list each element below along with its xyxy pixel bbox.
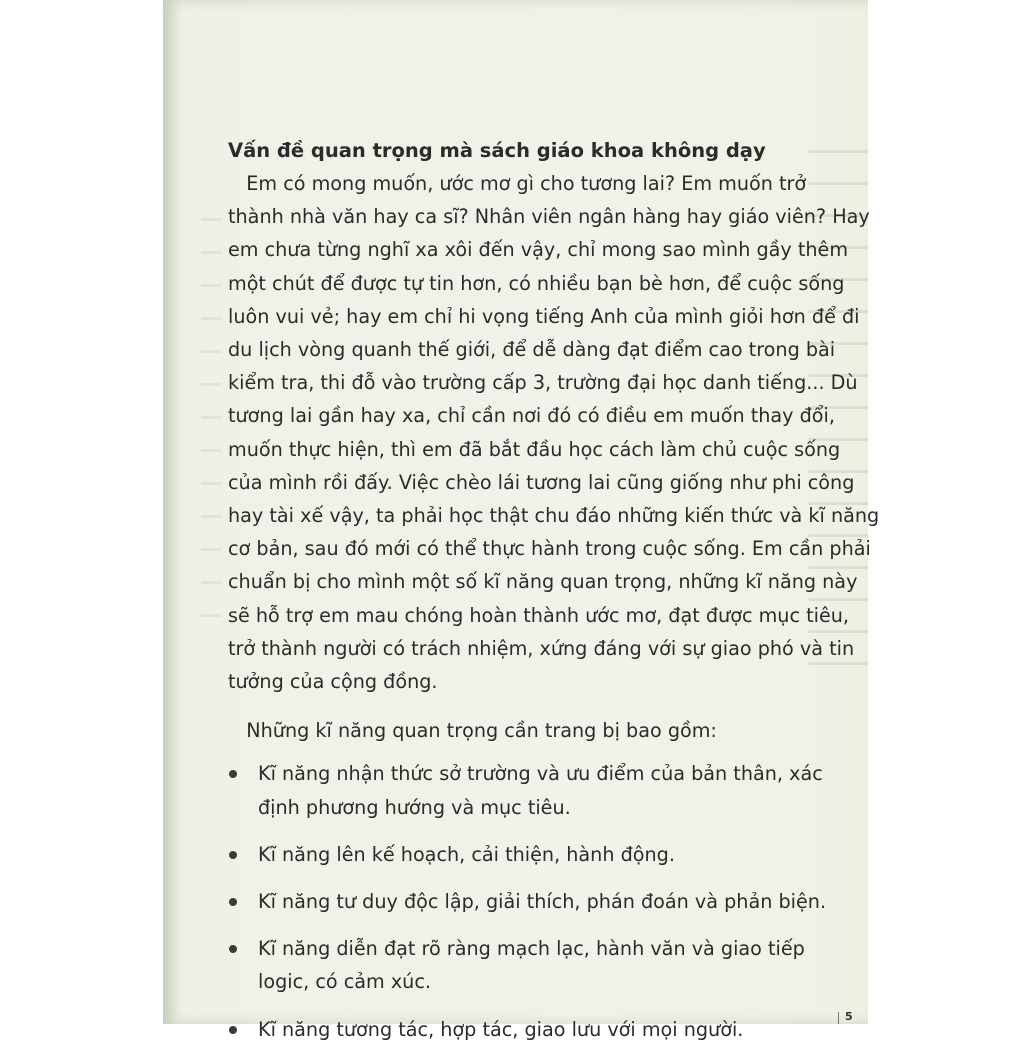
skills-list [228,757,838,1045]
list-item [228,1013,838,1046]
paragraph-line: một chút để được tự tin hơn, có nhiều bạn bè hơn, để cuộc sống [228,271,845,295]
list-item-text: Kĩ năng tương tác, hợp tác, giao lưu với mọi người. [258,1017,744,1041]
paragraph-line: tương lai gần hay xa, chỉ cần nơi đó có điều em muốn thay đổi, [228,404,835,428]
list-item [228,885,838,918]
list-item-text: Kĩ năng diễn đạt rõ ràng mạch lạc, hành văn và giao tiếp [258,937,805,961]
list-item-text: Kĩ năng tư duy độc lập, giải thích, phán đoán và phản biện. [258,890,827,914]
paragraph-line: kiểm tra, thi đỗ vào trường cấp 3, trường đại học danh tiếng... Dù [228,371,858,395]
paragraph-line: em chưa từng nghĩ xa xôi đến vậy, chỉ mong sao mình gầy thêm [228,238,849,262]
list-item-text: định phương hướng và mục tiêu. [258,795,571,819]
book-page [163,0,880,1041]
list-item [228,838,838,871]
bleed-through-text-left [201,200,221,620]
page-body [228,135,880,1060]
main-paragraph [228,167,880,698]
paragraph-line: hay tài xế vậy, ta phải học thật chu đáo những kiến thức và kĩ năng [228,504,880,528]
page-number: 5 [845,1010,853,1023]
paragraph-line: chuẩn bị cho mình một số kĩ năng quan trọng, những kĩ năng này [228,570,858,594]
paragraph-line: của mình rồi đấy. Việc chèo lái tương lai cũng giống như phi công [228,470,855,494]
bullet-icon [229,851,237,859]
paragraph-line: thành nhà văn hay ca sĩ? Nhân viên ngân hàng hay giáo viên? Hay [228,205,870,229]
paragraph-line: cơ bản, sau đó mới có thể thực hành trong cuộc sống. Em cần phải [228,537,871,561]
list-item-text: Kĩ năng nhận thức sở trường và ưu điểm của bản thân, xác [258,762,823,786]
skills-intro [228,714,838,747]
list-item-text: logic, có cảm xúc. [258,970,431,994]
list-item [228,757,838,823]
paragraph-line: trở thành người có trách nhiệm, xứng đáng với sự giao phó và tin [228,636,855,660]
paragraph-line: luôn vui vẻ; hay em chỉ hi vọng tiếng Anh của mình giỏi hơn để đi [228,304,860,328]
section-heading: Vấn đề quan trọng mà sách giáo khoa không dạy [228,139,766,162]
bullet-icon [229,770,237,778]
paragraph-line: tưởng của cộng đồng. [228,670,438,694]
intro-line: Những kĩ năng quan trọng cần trang bị bao gồm: [228,719,717,743]
list-item [228,932,838,998]
list-item-text: Kĩ năng lên kế hoạch, cải thiện, hành động. [258,842,675,866]
paragraph-line: muốn thực hiện, thì em đã bắt đầu học cách làm chủ cuộc sống [228,437,841,461]
page-number-divider [838,1012,839,1024]
bullet-icon [229,1026,237,1034]
paragraph-line: sẽ hỗ trợ em mau chóng hoàn thành ước mơ, đạt được mục tiêu, [228,603,850,627]
bullet-icon [229,898,237,906]
paragraph-line: Em có mong muốn, ước mơ gì cho tương lai? Em muốn trở [228,172,807,195]
bullet-icon [229,945,237,953]
paragraph-line: du lịch vòng quanh thế giới, để dễ dàng đạt điểm cao trong bài [228,338,836,362]
